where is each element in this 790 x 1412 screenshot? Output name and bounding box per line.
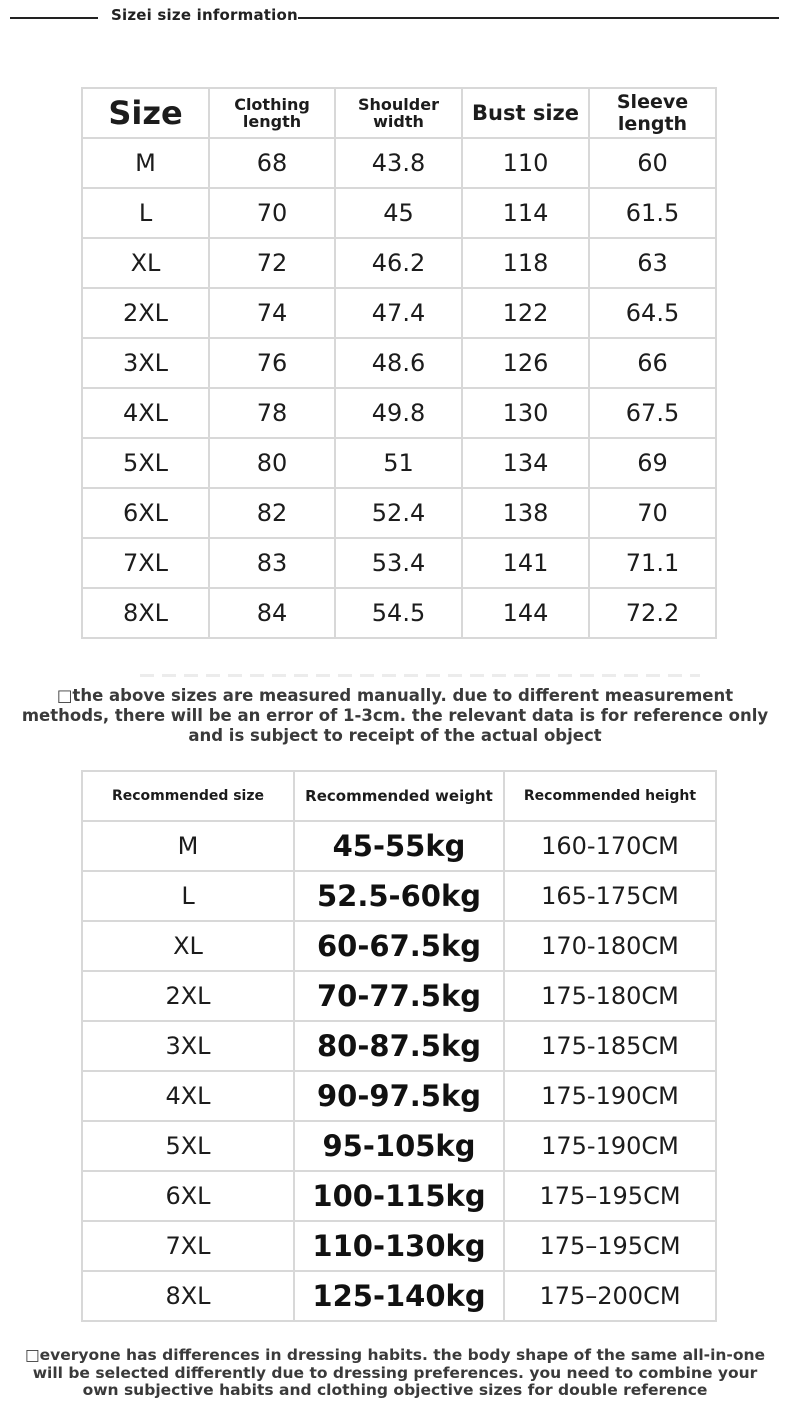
recommended-height-header-cell: Recommended height: [504, 771, 716, 821]
shoulder-width-cell: 49.8: [335, 388, 462, 438]
recommendation-row: [82, 821, 716, 871]
recommended-height-cell: 175-185CM: [504, 1021, 716, 1071]
bust-size-cell: 126: [462, 338, 589, 388]
clothing-length-cell: 80: [209, 438, 335, 488]
size-table-row: [82, 438, 716, 488]
size-table-row: [82, 138, 716, 188]
bust-size-cell: 138: [462, 488, 589, 538]
recommendation-row: [82, 971, 716, 1021]
header-rule-right: [298, 17, 779, 19]
recommended-size-cell: M: [82, 821, 294, 871]
size-value-cell: 2XL: [82, 288, 209, 338]
recommended-height-cell: 175–195CM: [504, 1221, 716, 1271]
bust-size-header-cell: Bust size: [462, 88, 589, 138]
recommended-size-cell: 4XL: [82, 1071, 294, 1121]
sleeve-length-cell: 66: [589, 338, 716, 388]
recommended-height-cell: 170-180CM: [504, 921, 716, 971]
header-rule-left: [10, 17, 98, 19]
bust-size-cell: 144: [462, 588, 589, 638]
size-table-row: [82, 488, 716, 538]
recommended-size-cell: XL: [82, 921, 294, 971]
recommended-size-cell: 5XL: [82, 1121, 294, 1171]
clothing-length-header-cell: Clothing length: [209, 88, 335, 138]
recommended-weight-cell: 95-105kg: [294, 1121, 504, 1171]
recommendation-row: [82, 1021, 716, 1071]
shoulder-width-cell: 43.8: [335, 138, 462, 188]
dressing-habits-note: □everyone has differences in dressing habits. the body shape of the same all-in-one will be selected differently due to dressing preferences. you need to combine your own subjective habits and clothing objective sizes for double reference: [24, 1346, 766, 1399]
shoulder-width-cell: 45: [335, 188, 462, 238]
shoulder-width-cell: 47.4: [335, 288, 462, 338]
size-value-cell: 4XL: [82, 388, 209, 438]
recommended-size-cell: 8XL: [82, 1271, 294, 1321]
shoulder-width-cell: 48.6: [335, 338, 462, 388]
size-chart-table: [81, 87, 717, 639]
section-title: Sizei size information: [111, 6, 298, 24]
recommended-height-cell: 175–200CM: [504, 1271, 716, 1321]
size-table-row: [82, 188, 716, 238]
clothing-length-cell: 82: [209, 488, 335, 538]
bust-size-cell: 130: [462, 388, 589, 438]
clothing-length-cell: 83: [209, 538, 335, 588]
recommendation-row: [82, 1121, 716, 1171]
bust-size-cell: 110: [462, 138, 589, 188]
size-value-cell: 3XL: [82, 338, 209, 388]
size-table-row: [82, 338, 716, 388]
section-header: [0, 0, 790, 32]
clothing-length-cell: 74: [209, 288, 335, 338]
recommended-height-cell: 175–195CM: [504, 1171, 716, 1221]
sleeve-length-cell: 69: [589, 438, 716, 488]
size-table-row: [82, 238, 716, 288]
recommended-weight-header-cell: Recommended weight: [294, 771, 504, 821]
sleeve-length-cell: 67.5: [589, 388, 716, 438]
recommended-size-cell: L: [82, 871, 294, 921]
size-value-cell: L: [82, 188, 209, 238]
shoulder-width-cell: 53.4: [335, 538, 462, 588]
size-value-cell: 5XL: [82, 438, 209, 488]
clothing-length-cell: 68: [209, 138, 335, 188]
recommendation-row: [82, 871, 716, 921]
recommended-size-cell: 3XL: [82, 1021, 294, 1071]
shoulder-width-cell: 51: [335, 438, 462, 488]
bust-size-cell: 122: [462, 288, 589, 338]
shoulder-width-cell: 52.4: [335, 488, 462, 538]
faded-divider: [140, 674, 700, 677]
recommendation-row: [82, 921, 716, 971]
size-header-cell: Size: [82, 88, 209, 138]
recommended-weight-cell: 125-140kg: [294, 1271, 504, 1321]
sleeve-length-cell: 72.2: [589, 588, 716, 638]
size-value-cell: 8XL: [82, 588, 209, 638]
recommended-size-cell: 6XL: [82, 1171, 294, 1221]
bust-size-cell: 118: [462, 238, 589, 288]
size-table-row: [82, 288, 716, 338]
size-table-row: [82, 538, 716, 588]
size-value-cell: XL: [82, 238, 209, 288]
recommended-height-cell: 160-170CM: [504, 821, 716, 871]
size-value-cell: 7XL: [82, 538, 209, 588]
size-table-body: [82, 138, 716, 638]
recommendation-row: [82, 1271, 716, 1321]
size-table-row: [82, 588, 716, 638]
size-value-cell: M: [82, 138, 209, 188]
recommendation-row: [82, 1171, 716, 1221]
shoulder-width-cell: 54.5: [335, 588, 462, 638]
shoulder-width-cell: 46.2: [335, 238, 462, 288]
clothing-length-cell: 84: [209, 588, 335, 638]
recommendation-table: [81, 770, 717, 1322]
recommended-weight-cell: 52.5-60kg: [294, 871, 504, 921]
sleeve-length-cell: 70: [589, 488, 716, 538]
recommended-size-cell: 2XL: [82, 971, 294, 1021]
sleeve-length-cell: 71.1: [589, 538, 716, 588]
shoulder-width-header-cell: Shoulder width: [335, 88, 462, 138]
measurement-note: □the above sizes are measured manually. due to different measurement methods, there will be an error of 1-3cm. the relevant data is for reference only and is subject to receipt of the actual object: [21, 686, 769, 745]
recommendation-table-body: [82, 821, 716, 1321]
recommended-weight-cell: 70-77.5kg: [294, 971, 504, 1021]
clothing-length-cell: 72: [209, 238, 335, 288]
bust-size-cell: 134: [462, 438, 589, 488]
recommended-weight-cell: 80-87.5kg: [294, 1021, 504, 1071]
recommended-size-header-cell: Recommended size: [82, 771, 294, 821]
recommended-height-cell: 175-180CM: [504, 971, 716, 1021]
size-table-header-row: [82, 88, 716, 138]
recommended-weight-cell: 45-55kg: [294, 821, 504, 871]
recommended-weight-cell: 60-67.5kg: [294, 921, 504, 971]
sleeve-length-header-cell: Sleeve length: [589, 88, 716, 138]
clothing-length-cell: 70: [209, 188, 335, 238]
clothing-length-cell: 76: [209, 338, 335, 388]
recommended-height-cell: 165-175CM: [504, 871, 716, 921]
sleeve-length-cell: 64.5: [589, 288, 716, 338]
recommended-weight-cell: 100-115kg: [294, 1171, 504, 1221]
recommendation-row: [82, 1071, 716, 1121]
recommended-weight-cell: 90-97.5kg: [294, 1071, 504, 1121]
recommended-size-cell: 7XL: [82, 1221, 294, 1271]
recommended-weight-cell: 110-130kg: [294, 1221, 504, 1271]
sleeve-length-cell: 61.5: [589, 188, 716, 238]
recommended-height-cell: 175-190CM: [504, 1121, 716, 1171]
recommendation-row: [82, 1221, 716, 1271]
sleeve-length-cell: 63: [589, 238, 716, 288]
size-value-cell: 6XL: [82, 488, 209, 538]
clothing-length-cell: 78: [209, 388, 335, 438]
sleeve-length-cell: 60: [589, 138, 716, 188]
bust-size-cell: 141: [462, 538, 589, 588]
recommended-height-cell: 175-190CM: [504, 1071, 716, 1121]
recommendation-header-row: [82, 771, 716, 821]
bust-size-cell: 114: [462, 188, 589, 238]
size-table-row: [82, 388, 716, 438]
